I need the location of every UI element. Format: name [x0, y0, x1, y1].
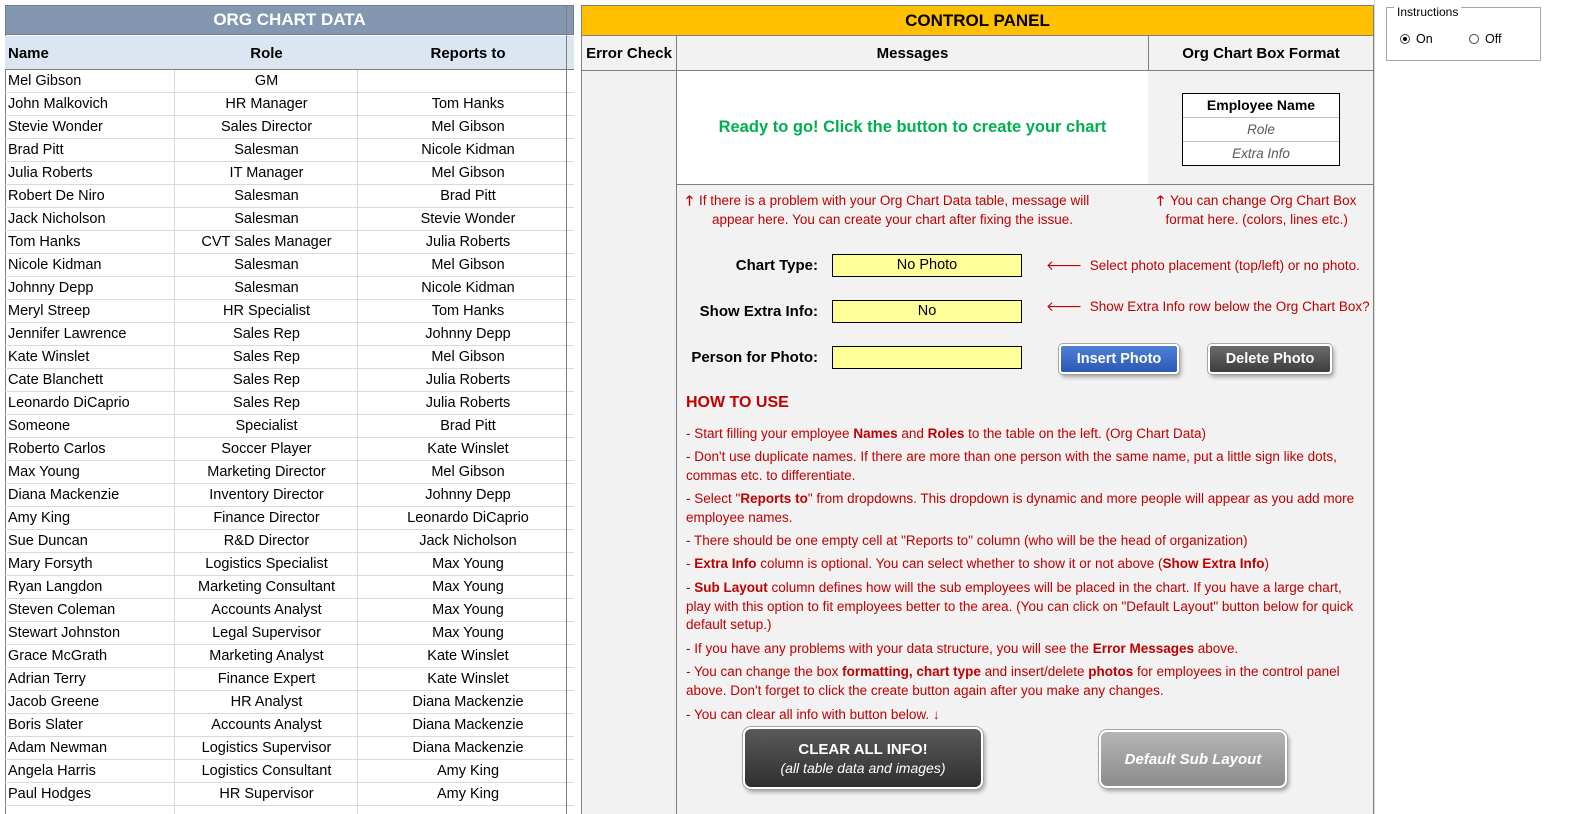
- radio-unselected-icon: [1469, 34, 1479, 44]
- cell-name[interactable]: John Malkovich: [8, 96, 108, 112]
- show-extra-info-hint: [1046, 299, 1370, 315]
- person-for-photo-select[interactable]: [832, 346, 1022, 369]
- cell-role[interactable]: Sales Director: [220, 119, 313, 135]
- cell-reports-to[interactable]: Johnny Depp: [425, 326, 511, 342]
- note-format-line-2: format here. (colors, lines etc.): [1165, 212, 1348, 227]
- cell-reports-to[interactable]: Amy King: [436, 786, 500, 802]
- how-to-text: - Don't use duplicate names. If there are more than one person with the same name, put a little sign like dots, commas etc. to differentiate.: [686, 449, 1337, 483]
- cell-name[interactable]: Nicole Kidman: [8, 257, 102, 273]
- cell-role[interactable]: HR Analyst: [230, 694, 303, 710]
- how-to-emphasis: Sub Layout: [694, 580, 768, 595]
- cell-reports-to[interactable]: Nicole Kidman: [421, 142, 515, 158]
- cell-name[interactable]: Jack Nicholson: [8, 211, 106, 227]
- how-to-emphasis: Extra Info: [694, 556, 757, 571]
- table-row: [5, 162, 574, 185]
- cell-reports-to[interactable]: Jack Nicholson: [419, 533, 517, 549]
- instructions-legend: Instructions: [1394, 5, 1461, 19]
- how-to-item: [686, 706, 1356, 725]
- cell-reports-to[interactable]: Kate Winslet: [427, 671, 509, 687]
- how-to-text: -: [686, 556, 695, 571]
- cell-reports-to[interactable]: Max Young: [432, 625, 504, 641]
- table-row: [5, 185, 574, 208]
- sample-extra-info: Extra Info: [1232, 146, 1290, 161]
- instructions-off-radio[interactable]: [1469, 32, 1501, 46]
- cell-role[interactable]: HR Supervisor: [219, 786, 314, 802]
- cell-name[interactable]: Stevie Wonder: [8, 119, 103, 135]
- cell-name[interactable]: Max Young: [8, 464, 80, 480]
- cell-role[interactable]: Salesman: [234, 211, 299, 227]
- cell-role[interactable]: Salesman: [234, 257, 299, 273]
- clear-all-info-button[interactable]: [743, 727, 983, 789]
- cell-name[interactable]: Brad Pitt: [8, 142, 64, 158]
- cell-role[interactable]: CVT Sales Manager: [201, 234, 332, 250]
- cell-role[interactable]: GM: [254, 73, 279, 89]
- how-to-use-title: HOW TO USE: [686, 394, 789, 411]
- org-table-header: [5, 36, 574, 70]
- how-to-emphasis: Show Extra Info: [1162, 556, 1265, 571]
- default-sub-layout-button[interactable]: Default Sub Layout: [1099, 730, 1287, 788]
- cell-reports-to[interactable]: Max Young: [432, 602, 504, 618]
- cell-role[interactable]: Soccer Player: [221, 441, 312, 457]
- how-to-item: [686, 579, 1356, 635]
- how-to-text: - You can clear all info with button below. ↓: [686, 707, 940, 722]
- cell-reports-to[interactable]: Brad Pitt: [440, 188, 496, 204]
- status-message: Ready to go! Click the button to create your chart: [676, 71, 1149, 185]
- control-panel-title: CONTROL PANEL: [581, 5, 1374, 36]
- table-row: [5, 576, 574, 599]
- cell-role[interactable]: Sales Rep: [233, 326, 300, 342]
- cell-reports-to[interactable]: Mel Gibson: [431, 165, 505, 181]
- cell-name[interactable]: Adrian Terry: [8, 671, 86, 687]
- cell-name[interactable]: Boris Slater: [8, 717, 83, 733]
- cell-reports-to[interactable]: Kate Winslet: [427, 441, 509, 457]
- how-to-text: for employees in the control panel above. Don't forget to click the create button again after you make any changes.: [686, 664, 1340, 698]
- table-row: [5, 231, 574, 254]
- how-to-text: above.: [1194, 641, 1239, 656]
- insert-photo-button[interactable]: Insert Photo: [1059, 344, 1179, 374]
- cell-name[interactable]: Roberto Carlos: [8, 441, 106, 457]
- cell-name[interactable]: Angela Harris: [8, 763, 96, 779]
- org-table-body: [5, 70, 574, 806]
- cell-reports-to[interactable]: Max Young: [432, 556, 504, 572]
- how-to-item: [686, 663, 1356, 700]
- cell-role[interactable]: Logistics Consultant: [201, 763, 332, 779]
- cell-reports-to[interactable]: Tom Hanks: [431, 303, 505, 319]
- table-row: [5, 415, 574, 438]
- cell-name[interactable]: Sue Duncan: [8, 533, 88, 549]
- table-row: [5, 507, 574, 530]
- arrow-left-icon: 🡐: [1046, 258, 1083, 273]
- sample-org-box[interactable]: [1182, 93, 1340, 166]
- cell-reports-to[interactable]: Nicole Kidman: [421, 280, 515, 296]
- cell-reports-to[interactable]: Diana Mackenzie: [412, 717, 524, 733]
- how-to-emphasis: formatting, chart type: [842, 664, 981, 679]
- table-row: [5, 691, 574, 714]
- cell-role[interactable]: Salesman: [234, 280, 299, 296]
- how-to-item: [686, 532, 1356, 551]
- cell-name[interactable]: Kate Winslet: [8, 349, 90, 365]
- table-row: [5, 392, 574, 415]
- note-error-message: [686, 191, 1089, 229]
- cell-name[interactable]: Steven Coleman: [8, 602, 116, 618]
- how-to-item: [686, 448, 1356, 485]
- cell-reports-to[interactable]: Tom Hanks: [431, 96, 505, 112]
- show-extra-info-label: Show Extra Info:: [699, 303, 818, 320]
- how-to-emphasis: Reports to: [740, 491, 808, 506]
- chart-type-hint-text: Select photo placement (top/left) or no photo.: [1089, 258, 1360, 273]
- cell-role[interactable]: Specialist: [235, 418, 298, 434]
- how-to-text: ): [1264, 556, 1270, 571]
- how-to-emphasis: photos: [1088, 664, 1134, 679]
- box-format-header: Org Chart Box Format: [1148, 36, 1374, 71]
- cell-role[interactable]: Marketing Analyst: [209, 648, 324, 664]
- cell-role[interactable]: Finance Director: [213, 510, 320, 526]
- chart-type-label: Chart Type:: [735, 257, 818, 274]
- cell-reports-to[interactable]: Mel Gibson: [431, 257, 505, 273]
- how-to-emphasis: Roles: [927, 426, 965, 441]
- how-to-text: " from dropdowns. This dropdown is dynamic and more people will appear as you add more employee names.: [686, 491, 1355, 525]
- cell-reports-to[interactable]: Mel Gibson: [431, 349, 505, 365]
- messages-header: Messages: [676, 36, 1149, 71]
- show-extra-info-select[interactable]: No: [832, 300, 1022, 323]
- cell-name[interactable]: Cate Blanchett: [8, 372, 104, 388]
- cell-name[interactable]: Tom Hanks: [8, 234, 81, 250]
- cell-reports-to[interactable]: Diana Mackenzie: [412, 740, 524, 756]
- cell-role[interactable]: Accounts Analyst: [211, 717, 322, 733]
- table-row: [5, 254, 574, 277]
- cell-reports-to[interactable]: Amy King: [436, 763, 500, 779]
- how-to-text: column is optional. You can select whether to show it or not above (: [756, 556, 1163, 571]
- how-to-text: and: [897, 426, 928, 441]
- cell-name[interactable]: Grace McGrath: [8, 648, 108, 664]
- table-row: [5, 530, 574, 553]
- delete-photo-button[interactable]: Delete Photo: [1208, 344, 1332, 374]
- cell-name[interactable]: Jacob Greene: [8, 694, 100, 710]
- cell-role[interactable]: Salesman: [234, 188, 299, 204]
- box-format-cell: [1148, 71, 1374, 185]
- arrow-left-icon: 🡐: [1046, 299, 1083, 314]
- table-row: [5, 277, 574, 300]
- how-to-item: [686, 640, 1356, 659]
- table-row: [5, 599, 574, 622]
- table-row: [5, 737, 574, 760]
- table-row: [5, 645, 574, 668]
- table-row: [5, 208, 574, 231]
- cell-name[interactable]: Mary Forsyth: [8, 556, 93, 572]
- how-to-text: - Select ": [686, 491, 741, 506]
- table-row: [5, 783, 574, 806]
- cell-name[interactable]: Julia Roberts: [8, 165, 93, 181]
- cell-role[interactable]: Finance Expert: [217, 671, 316, 687]
- cell-name[interactable]: Leonardo DiCaprio: [8, 395, 130, 411]
- error-check-header: Error Check: [581, 36, 677, 71]
- cell-name[interactable]: Jennifer Lawrence: [8, 326, 127, 342]
- cell-reports-to[interactable]: Julia Roberts: [425, 372, 511, 388]
- cell-role[interactable]: Legal Supervisor: [212, 625, 321, 641]
- table-row: [5, 70, 574, 93]
- cell-role[interactable]: Sales Rep: [233, 349, 300, 365]
- cell-role[interactable]: Sales Rep: [233, 395, 300, 411]
- header-name: Name: [8, 44, 49, 62]
- how-to-item: [686, 555, 1356, 574]
- cell-name[interactable]: Stewart Johnston: [8, 625, 121, 641]
- clear-all-label: CLEAR ALL INFO!: [798, 740, 928, 758]
- table-row: [5, 323, 574, 346]
- table-row: [5, 668, 574, 691]
- how-to-item: [686, 425, 1356, 444]
- cell-name[interactable]: Ryan Langdon: [8, 579, 103, 595]
- show-extra-info-hint-text: Show Extra Info row below the Org Chart Box?: [1089, 299, 1370, 314]
- cell-role[interactable]: Salesman: [234, 142, 299, 158]
- cell-reports-to[interactable]: Diana Mackenzie: [412, 694, 524, 710]
- instructions-on-radio[interactable]: [1400, 32, 1433, 46]
- how-to-text: - You can change the box: [686, 664, 843, 679]
- cell-name[interactable]: Amy King: [8, 510, 71, 526]
- cell-reports-to[interactable]: Kate Winslet: [427, 648, 509, 664]
- table-row: [5, 622, 574, 645]
- how-to-text: -: [686, 580, 695, 595]
- chart-type-hint: [1046, 258, 1360, 274]
- cell-role[interactable]: HR Manager: [225, 96, 308, 112]
- cell-reports-to[interactable]: Max Young: [432, 579, 504, 595]
- note-box-format: [1157, 191, 1356, 229]
- table-row: [5, 553, 574, 576]
- cell-reports-to[interactable]: Leonardo DiCaprio: [407, 510, 529, 526]
- person-for-photo-label: Person for Photo:: [691, 349, 818, 366]
- how-to-text: to the table on the left. (Org Chart Data): [964, 426, 1207, 441]
- table-row: [5, 461, 574, 484]
- cell-reports-to[interactable]: Brad Pitt: [440, 418, 496, 434]
- table-row: [5, 93, 574, 116]
- cell-role[interactable]: R&D Director: [223, 533, 310, 549]
- cell-reports-to[interactable]: [363, 70, 573, 92]
- note-error-line-2: appear here. You can create your chart after fixing the issue.: [712, 212, 1073, 227]
- how-to-emphasis: Names: [853, 426, 898, 441]
- table-row: [5, 438, 574, 461]
- cell-name[interactable]: Someone: [8, 418, 71, 434]
- cell-role[interactable]: IT Manager: [229, 165, 304, 181]
- error-check-column: [581, 71, 677, 814]
- cell-name[interactable]: Diana Mackenzie: [8, 487, 120, 503]
- cell-reports-to[interactable]: Julia Roberts: [425, 234, 511, 250]
- sample-role: Role: [1183, 118, 1339, 142]
- arrow-up-icon: 🡑: [1157, 193, 1165, 208]
- header-role: Role: [250, 44, 283, 62]
- note-error-line-1: If there is a problem with your Org Chart Data table, message will: [699, 193, 1090, 208]
- cell-role[interactable]: Logistics Supervisor: [201, 740, 332, 756]
- table-row: [5, 139, 574, 162]
- cell-reports-to[interactable]: Mel Gibson: [431, 119, 505, 135]
- table-right-border: [566, 5, 567, 814]
- clear-all-sublabel: (all table data and images): [780, 759, 946, 776]
- cell-role[interactable]: Marketing Director: [207, 464, 326, 480]
- cell-reports-to[interactable]: Stevie Wonder: [420, 211, 516, 227]
- cell-name[interactable]: Meryl Streep: [8, 303, 91, 319]
- cell-name[interactable]: Robert De Niro: [8, 188, 105, 204]
- how-to-text: and insert/delete: [980, 664, 1089, 679]
- cell-role[interactable]: Sales Rep: [233, 372, 300, 388]
- arrow-up-icon: 🡑: [686, 193, 694, 208]
- cell-reports-to[interactable]: Mel Gibson: [431, 464, 505, 480]
- table-row: [5, 116, 574, 139]
- instructions-off-label: Off: [1485, 32, 1502, 46]
- table-row: [5, 346, 574, 369]
- cell-name[interactable]: Mel Gibson: [8, 73, 82, 89]
- instructions-on-label: On: [1416, 32, 1433, 46]
- org-chart-data-title: ORG CHART DATA: [5, 5, 574, 35]
- sample-employee-name: Employee Name: [1183, 94, 1339, 118]
- table-row: [5, 300, 574, 323]
- cell-role[interactable]: Accounts Analyst: [211, 602, 322, 618]
- table-row: [5, 714, 574, 737]
- cell-role[interactable]: HR Specialist: [222, 303, 311, 319]
- how-to-text: - Start filling your employee: [686, 426, 854, 441]
- cell-role[interactable]: Logistics Specialist: [205, 556, 328, 572]
- table-row: [5, 369, 574, 392]
- table-row: [5, 484, 574, 507]
- cell-role[interactable]: Inventory Director: [209, 487, 324, 503]
- cell-name[interactable]: Paul Hodges: [8, 786, 92, 802]
- cell-name[interactable]: Johnny Depp: [8, 280, 94, 296]
- how-to-emphasis: Error Messages: [1092, 641, 1195, 656]
- header-reports-to: Reports to: [430, 44, 506, 62]
- cell-reports-to[interactable]: Julia Roberts: [425, 395, 511, 411]
- sheet-gridline: [1374, 0, 1375, 814]
- cell-role[interactable]: Marketing Consultant: [197, 579, 335, 595]
- cell-name[interactable]: Adam Newman: [8, 740, 108, 756]
- table-row: [5, 760, 574, 783]
- cell-reports-to[interactable]: Johnny Depp: [425, 487, 511, 503]
- how-to-text: column defines how will the sub employees will be placed in the chart. If you have a large chart, play with this option to fit employees better to the area. (You can click on "Default Layout" button below for quick default setup.): [686, 580, 1354, 632]
- note-format-line-1: You can change Org Chart Box: [1170, 193, 1357, 208]
- radio-selected-icon: [1400, 34, 1410, 44]
- how-to-text: - If you have any problems with your data structure, you will see the: [686, 641, 1093, 656]
- how-to-item: [686, 490, 1356, 527]
- chart-type-select[interactable]: No Photo: [832, 254, 1022, 277]
- how-to-text: - There should be one empty cell at "Reports to" column (who will be the head of organization): [686, 533, 1248, 548]
